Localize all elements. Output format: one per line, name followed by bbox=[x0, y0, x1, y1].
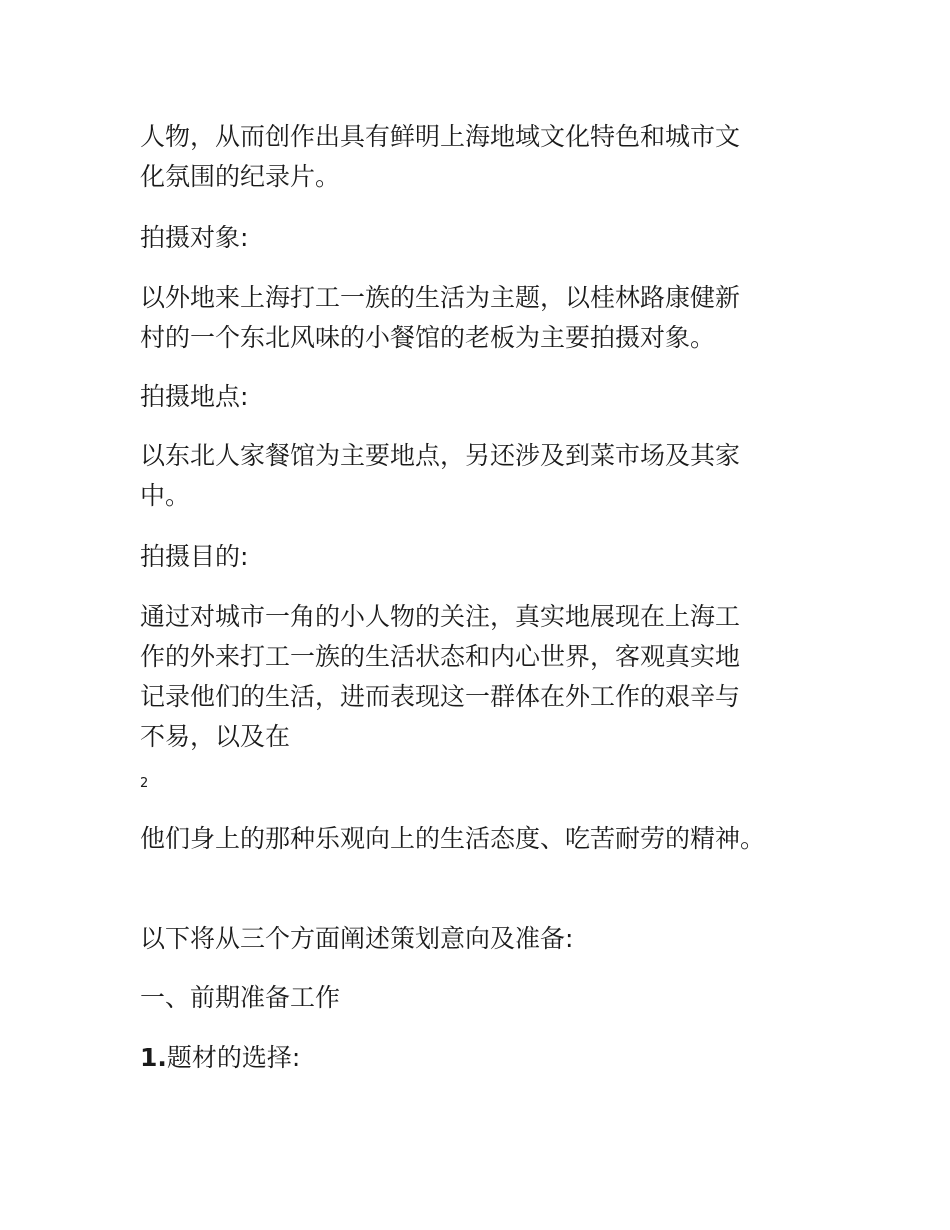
purpose-heading: 拍摄目的: bbox=[140, 542, 249, 571]
item-one-text: 题材的选择: bbox=[166, 1043, 301, 1072]
purpose-paragraph bbox=[140, 597, 820, 757]
purpose-line-2: 作的外来打工一族的生活状态和内心世界，客观真实地 bbox=[140, 642, 741, 671]
location-line-1: 以东北人家餐馆为主要地点，另还涉及到菜市场及其家 bbox=[140, 441, 741, 470]
page-number: 2 bbox=[140, 776, 149, 791]
purpose-line-4: 不易，以及在 bbox=[140, 722, 291, 751]
location-line-2: 中。 bbox=[140, 481, 191, 510]
item-one-number: 1. bbox=[140, 1043, 167, 1072]
subject-paragraph bbox=[140, 278, 820, 358]
intro-paragraph bbox=[140, 117, 820, 197]
subject-line-1: 以外地来上海打工一族的生活为主题，以桂林路康健新 bbox=[140, 283, 741, 312]
purpose-line-1: 通过对城市一角的小人物的关注，真实地展现在上海工 bbox=[140, 602, 741, 631]
location-paragraph bbox=[140, 436, 820, 516]
subject-line-2: 村的一个东北风味的小餐馆的老板为主要拍摄对象。 bbox=[140, 323, 716, 352]
location-heading: 拍摄地点: bbox=[140, 382, 249, 411]
section-one-heading: 一、前期准备工作 bbox=[140, 983, 341, 1012]
purpose-line-3: 记录他们的生活，进而表现这一群体在外工作的艰辛与 bbox=[140, 682, 741, 711]
intro-line-2: 化氛围的纪录片。 bbox=[140, 162, 341, 191]
continuation-line: 他们身上的那种乐观向上的生活态度、吃苦耐劳的精神。 bbox=[140, 824, 766, 853]
intro-line-1: 人物，从而创作出具有鲜明上海地域文化特色和城市文 bbox=[140, 122, 741, 151]
outline-intro: 以下将从三个方面阐述策划意向及准备: bbox=[140, 924, 574, 953]
subject-heading: 拍摄对象: bbox=[140, 223, 249, 252]
item-one-heading bbox=[140, 1038, 820, 1078]
